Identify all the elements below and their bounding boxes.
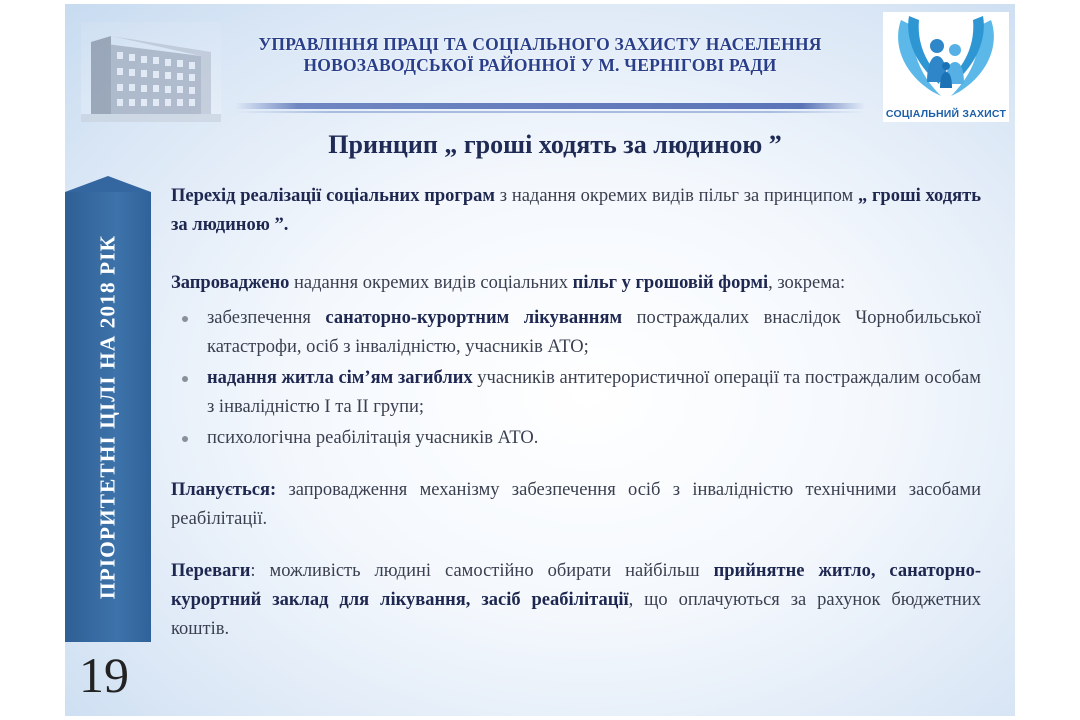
- paragraph-bold: прийнятне житло, санаторно-курортний заклад для лікування, засіб реабілітації: [171, 561, 982, 610]
- list-item-text: психологічна реабілітація учасників АТО.: [207, 428, 539, 448]
- paragraph-planned: [171, 476, 981, 534]
- slide: [65, 4, 1015, 716]
- social-protection-logo: [883, 12, 1009, 122]
- logo-caption: СОЦІАЛЬНИЙ ЗАХИСТ: [885, 108, 1007, 120]
- paragraph-text: з надання окремих видів пільг за принципом: [494, 186, 859, 206]
- page-number: 19: [79, 647, 129, 703]
- paragraph-bold: „ гроші ходять за людиною ”.: [171, 186, 981, 235]
- list-item-text: постраждалих внаслідок Чорнобильської катастрофи, осіб з інвалідністю, учасників АТО;: [207, 308, 981, 357]
- list-item-bold: санаторно-курортним лікуванням: [325, 308, 623, 328]
- paragraph-text: надання окремих видів соціальних: [289, 273, 573, 293]
- list-item-text: забезпечення: [207, 308, 326, 328]
- paragraph-bold: Планується:: [171, 480, 277, 500]
- paragraph-bold: Переваги: [171, 561, 251, 581]
- paragraph-text: , що оплачуються за рахунок бюджетних коштів.: [171, 590, 981, 639]
- paragraph-bold: Запроваджено: [171, 273, 290, 293]
- list-item-text: учасників антитерористичної операції та постраждалим особам з інвалідністю I та II групи;: [207, 368, 981, 417]
- list-item: [207, 304, 981, 362]
- org-line-2: НОВОЗАВОДСЬКОЇ РАЙОННОЇ У М. ЧЕРНІГОВІ РАДИ: [303, 55, 777, 75]
- list-item: [207, 364, 981, 422]
- side-vertical-label: ПРІОРИТЕТНІ ЦІЛІ НА 2018 РІК: [95, 234, 120, 600]
- side-band-arrow: [65, 176, 151, 192]
- slide-content: [171, 182, 981, 644]
- paragraph-transition: [171, 182, 981, 240]
- header-divider-thin: [235, 111, 865, 113]
- paragraph-text: запровадження механізму забезпечення осіб з інвалідністю технічними засобами реабілітації.: [171, 480, 981, 529]
- building-image: [81, 22, 221, 122]
- org-line-1: УПРАВЛІННЯ ПРАЦІ ТА СОЦІАЛЬНОГО ЗАХИСТУ НАСЕЛЕННЯ: [258, 34, 822, 54]
- header-divider: [235, 103, 865, 109]
- paragraph-bold: Перехід реалізації соціальних програм: [171, 186, 495, 206]
- paragraph-text: , зокрема:: [768, 273, 846, 293]
- paragraph-bold: пільг у грошовій формі: [572, 273, 769, 293]
- slide-title: Принцип „ гроші ходять за людиною ”: [328, 130, 782, 159]
- benefits-list: [171, 304, 981, 453]
- paragraph-text: : можливість людині самостійно обирати найбільш: [250, 561, 714, 581]
- organization-name: [245, 34, 835, 76]
- hands-family-logo-icon: [883, 12, 1009, 104]
- paragraph-introduced: [171, 269, 981, 298]
- paragraph-advantages: [171, 557, 981, 644]
- list-item: [207, 424, 981, 453]
- list-item-bold: надання житла сім’ям загиблих: [207, 368, 473, 388]
